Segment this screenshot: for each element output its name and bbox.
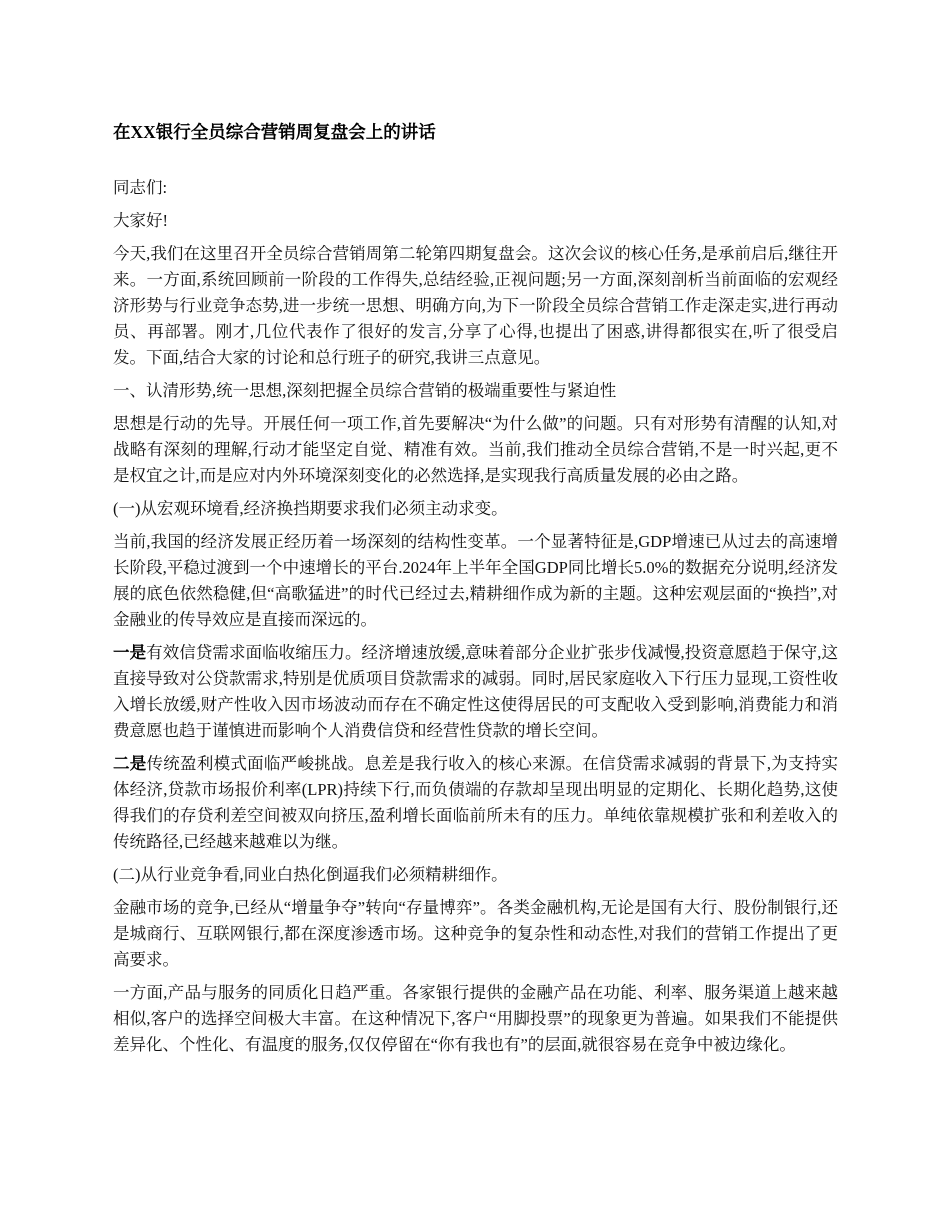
paragraph: 同志们: <box>113 178 168 197</box>
paragraph-lead: 二是 <box>113 754 147 773</box>
paragraph: 今天,我们在这里召开全员综合营销周第二轮第四期复盘会。这次会议的核心任务,是承前启后,继往开来。一方面,系统回顾前一阶段的工作得失,总结经验,正视问题;另一方面,深刻剖析当前面临的宏观经济形势与行业竞争态势,进一步统一思想、明确方向,为下一阶段全员综合营销工作走深走实,进行再动员、再部署。刚才,几位代表作了很好的发言,分享了心得,也提出了困惑,讲得都很实在,听了很受启发。下面,结合大家的讨论和总行班子的研究,我讲三点意见。 <box>113 244 838 367</box>
paragraph-lead: 一是 <box>113 643 147 662</box>
paragraph: 思想是行动的先导。开展任何一项工作,首先要解决“为什么做”的问题。只有对形势有清醒的认知,对战略有深刻的理解,行动才能坚定自觉、精准有效。当前,我们推动全员综合营销,不是一时兴起,更不是权宜之计,而是应对内外环境深刻变化的必然选择,是实现我行高质量发展的必由之路。 <box>113 414 838 485</box>
document-body <box>113 175 838 1058</box>
paragraph: 大家好! <box>113 211 168 230</box>
paragraph: (二)从行业竞争看,同业白热化倒逼我们必须精耕细作。 <box>113 865 508 884</box>
paragraph: 一是有效信贷需求面临收缩压力。经济增速放缓,意味着部分企业扩张步伐减慢,投资意愿趋于保守,这直接导致对公贷款需求,特别是优质项目贷款需求的减弱。同时,居民家庭收入下行压力显现,工资性收入增长放缓,财产性收入因市场波动而存在不确定性这使得居民的可支配收入受到影响,消费能力和消费意愿也趋于谨慎进而影响个人消费信贷和经营性贷款的增长空间。 <box>113 643 839 740</box>
paragraph: (一)从宏观环境看,经济换挡期要求我们必须主动求变。 <box>113 499 508 518</box>
paragraph: 二是传统盈利模式面临严峻挑战。息差是我行收入的核心来源。在信贷需求减弱的背景下,为支持实体经济,贷款市场报价利率(LPR)持续下行,而负债端的存款却呈现出明显的定期化、长期化趋势,这使得我们的存贷利差空间被双向挤压,盈利增长面临前所未有的压力。单纯依靠规模扩张和利差收入的传统路径,已经越来越难以为继。 <box>113 754 839 851</box>
paragraph: 金融市场的竞争,已经从“增量争夺”转向“存量博弈”。各类金融机构,无论是国有大行、股份制银行,还是城商行、互联网银行,都在深度渗透市场。这种竞争的复杂性和动态性,对我们的营销工作提出了更高要求。 <box>113 898 838 969</box>
paragraph: 当前,我国的经济发展正经历着一场深刻的结构性变革。一个显著特征是,GDP增速已从过去的高速增长阶段,平稳过渡到一个中速增长的平台.2024年上半年全国GDP同比增长5.0%的数据充分说明,经济发展的底色依然稳健,但“高歌猛进”的时代已经过去,精耕细作成为新的主题。这种宏观层面的“换挡”,对金融业的传导效应是直接而深远的。 <box>113 532 838 629</box>
paragraph: 一方面,产品与服务的同质化日趋严重。各家银行提供的金融产品在功能、利率、服务渠道上越来越相似,客户的选择空间极大丰富。在这种情况下,客户“用脚投票”的现象更为普遍。如果我们不能提供差异化、个性化、有温度的服务,仅仅停留在“你有我也有”的层面,就很容易在竞争中被边缘化。 <box>113 983 838 1054</box>
paragraph: 一、认清形势,统一思想,深刻把握全员综合营销的极端重要性与紧迫性 <box>113 381 617 400</box>
document-title: 在XX银行全员综合营销周复盘会上的讲话 <box>113 122 436 142</box>
